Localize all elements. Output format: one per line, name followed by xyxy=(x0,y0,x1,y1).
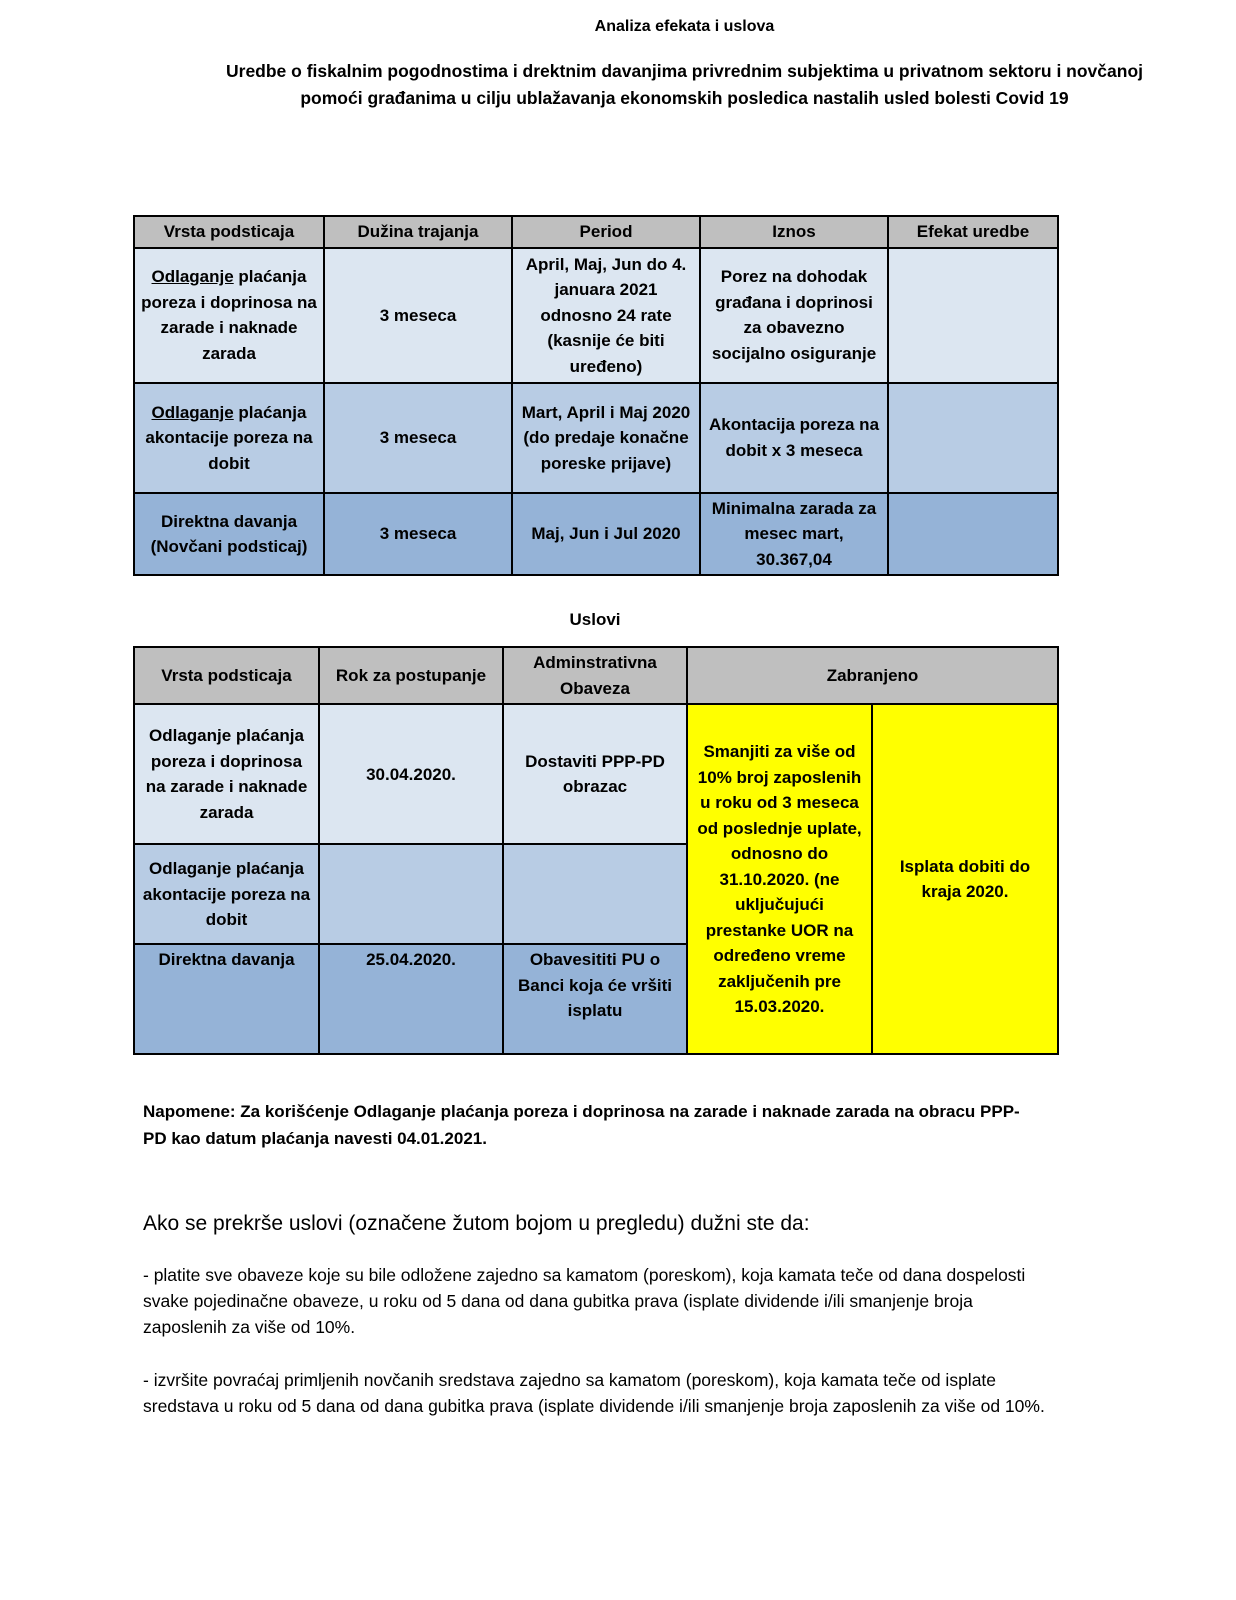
header-duzina-trajanja: Dužina trajanja xyxy=(324,216,512,248)
table-row xyxy=(134,493,1058,576)
napomene-note: Napomene: Za korišćenje Odlaganje plaćanja poreza i doprinosa na zarade i naknade zarada na obracu PPP-PD kao datum plaćanja navesti 04.01.2021. xyxy=(143,1102,1020,1148)
zabranjeno-highlight-cell-1: Smanjiti za više od 10% broj zaposlenih u roku od 3 meseca od poslednje uplate, odnosno do 31.10.2020. (ne uključujući prestanke UOR na određeno vreme zaključenih pre 15.03.2020. xyxy=(687,704,872,1054)
cell-text: plaćanja akontacije poreza na dobit xyxy=(145,402,313,473)
effects-table xyxy=(133,215,1059,576)
condition-paragraph-1: - platite sve obaveze koje su bile odložene zajedno sa kamatom (poreskom), koja kamata teče od dana dospelosti svake pojedinačne obaveze, u roku od 5 dana od dana gubitka prava (isplate dividende i/ili smanjenje broja zaposlenih za više od 10%. xyxy=(143,1264,1026,1338)
cell-obaveza xyxy=(503,844,687,944)
page-subtitle: Uredbe o fiskalnim pogodnostima i drektnim davanjima privrednim subjektima u privatnom sektoru i novčanoj pomoći građanima u cilju ublažavanja ekonomskih posledica nastalih usled bolesti Covid 19 xyxy=(226,61,1143,109)
cell-iznos: Minimalna zarada za mesec mart, 30.367,04 xyxy=(700,493,888,576)
cell-period: Maj, Jun i Jul 2020 xyxy=(512,493,700,576)
underlined-word: Odlaganje xyxy=(151,267,234,287)
table-row xyxy=(134,704,1058,844)
uslovi-table-header-row xyxy=(134,647,1058,704)
header-vrsta-podsticaja: Vrsta podsticaja xyxy=(134,216,324,248)
header-zabranjeno: Zabranjeno xyxy=(687,647,1058,704)
uslovi-section-heading: Uslovi xyxy=(569,610,621,630)
cell-text: Direktna davanja (Novčani podsticaj) xyxy=(150,511,308,556)
conditions-heading: Ako se prekrše uslovi (označene žutom bojom u pregledu) dužni ste da: xyxy=(143,1211,810,1235)
table-row xyxy=(134,383,1058,493)
header-rok-za-postupanje: Rok za postupanje xyxy=(319,647,503,704)
uslovi-table xyxy=(133,646,1059,1055)
page-title: Analiza efekata i uslova xyxy=(594,18,775,35)
header-period: Period xyxy=(512,216,700,248)
cell-efekat xyxy=(888,493,1058,576)
effects-table-header-row xyxy=(134,216,1058,248)
cell-obaveza: Obavesititi PU o Banci koja će vršiti isplatu xyxy=(503,944,687,1054)
cell-vrsta xyxy=(134,383,324,493)
header-iznos: Iznos xyxy=(700,216,888,248)
cell-vrsta: Odlaganje plaćanja akontacije poreza na dobit xyxy=(134,844,319,944)
cell-rok: 30.04.2020. xyxy=(319,704,503,844)
cell-period: Mart, April i Maj 2020 (do predaje konačne poreske prijave) xyxy=(512,383,700,493)
header-vrsta-podsticaja: Vrsta podsticaja xyxy=(134,647,319,704)
zabranjeno-highlight-cell-2: Isplata dobiti do kraja 2020. xyxy=(872,704,1058,1054)
cell-vrsta xyxy=(134,493,324,576)
cell-duzina: 3 meseca xyxy=(324,493,512,576)
cell-vrsta xyxy=(134,248,324,383)
cell-text: plaćanja poreza i doprinosa na zarade i naknade zarada xyxy=(141,267,317,363)
condition-paragraph-2: - izvršite povraćaj primljenih novčanih sredstava zajedno sa kamatom (poreskom), koja kamata teče od isplate sredstava u roku od 5 dana od dana gubitka prava (isplate dividende i/ili smanjenje broja zaposlenih za više od 10%. xyxy=(143,1369,1045,1416)
header-efekat-uredbe: Efekat uredbe xyxy=(888,216,1058,248)
cell-obaveza: Dostaviti PPP-PD obrazac xyxy=(503,704,687,844)
cell-rok xyxy=(319,844,503,944)
table-row xyxy=(134,248,1058,383)
cell-efekat xyxy=(888,248,1058,383)
cell-iznos: Akontacija poreza na dobit x 3 meseca xyxy=(700,383,888,493)
cell-duzina: 3 meseca xyxy=(324,383,512,493)
header-administrativna-obaveza: Adminstrativna Obaveza xyxy=(503,647,687,704)
cell-vrsta: Odlaganje plaćanja poreza i doprinosa na zarade i naknade zarada xyxy=(134,704,319,844)
cell-period: April, Maj, Jun do 4. januara 2021 odnosno 24 rate (kasnije će biti uređeno) xyxy=(512,248,700,383)
cell-efekat xyxy=(888,383,1058,493)
cell-duzina: 3 meseca xyxy=(324,248,512,383)
cell-vrsta: Direktna davanja xyxy=(134,944,319,1054)
cell-rok: 25.04.2020. xyxy=(319,944,503,1054)
cell-iznos: Porez na dohodak građana i doprinosi za obavezno socijalno osiguranje xyxy=(700,248,888,383)
underlined-word: Odlaganje xyxy=(151,402,234,422)
